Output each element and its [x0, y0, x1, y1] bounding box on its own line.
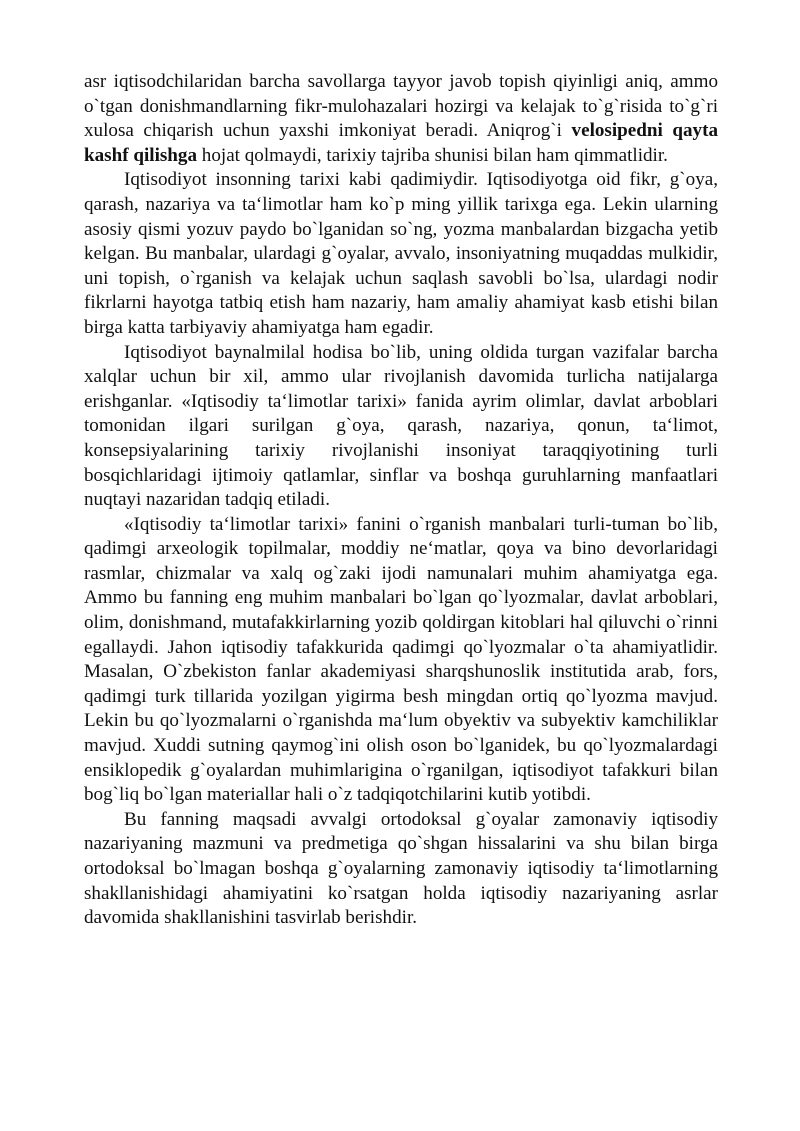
paragraph-5: Bu fanning maqsadi avvalgi ortodoksal g`oyalar zamonaviy iqtisodiy nazariyaning mazmuni va predmetiga qo`shgan hissalarini va shu bilan birga ortodoksal bo`lmagan boshqa g`oyalarning zamonaviy iqtisodiy ta‘limotlarning shakllanishidagi ahamiyatini ko`rsatgan holda iqtisodiy nazariyaning asrlar davomida shakllanishini tasvirlab berishdir. — [84, 808, 718, 929]
bold-phrase: velosipedni qayta kashf qilishga — [84, 120, 718, 166]
paragraph-2: Iqtisodiyot insonning tarixi kabi qadimiydir. Iqtisodiyotga oid fikr, g`oya, qarash, nazariya va ta‘limotlar ham ko`p ming yillik tarixga ega. Lekin ularning asosiy qismi yozuv paydo bo`lganidan so`ng, yozma manbalardan bizgacha yetib kelgan. Bu manbalar, ulardagi g`oyalar, avvalo, insoniyatning muqaddas mulkidir, uni topish, o`rganish va kelajak uchun saqlash savobli bo`lsa, ulardagi nodir fikrlarni hayotga tatbiq etish ham nazariy, ham amaliy ahamiyat kasb etishi bilan birga katta tarbiyaviy ahamiyatga ham egadir. — [84, 169, 718, 338]
paragraph-1-text-before: asr iqtisodchilaridan barcha savollarga tayyor javob topish qiyinligi aniq, ammo o`tgan donishmandlarning fikr-mulohazalari hozirgi va kelajak to`g`risida to`g`ri xulosa chiqarish uchun yaxshi imkoniyat beradi. Aniqrog`i — [84, 71, 718, 142]
paragraph-1 — [84, 70, 718, 168]
paragraph-3: Iqtisodiyot baynalmilal hodisa bo`lib, uning oldida turgan vazifalar barcha xalqlar uchun bir xil, ammo ular rivojlanish davomida turlicha natijalarga erishganlar. «Iqtisodiy ta‘limotlar tarixi» fanida ayrim olimlar, davlat arboblari tomonidan ilgari surilgan g`oya, qarash, nazariya, qonun, ta‘limot, konsepsiyalarining tarixiy rivojlanishi insoniyat taraqqiyotining turli bosqichlaridagi ijtimoiy qatlamlar, sinflar va boshqa guruhlarning manfaatlari nuqtayi nazaridan tadqiq etiladi. — [84, 341, 718, 511]
paragraph-1-text-after: hojat qolmaydi, tarixiy tajriba shunisi bilan ham qimmatlidir. — [197, 144, 668, 166]
document-page — [84, 70, 718, 931]
paragraph-4: «Iqtisodiy ta‘limotlar tarixi» fanini o`rganish manbalari turli-tuman bo`lib, qadimgi arxeologik topilmalar, moddiy ne‘matlar, qoya va bino devorlaridagi rasmlar, chizmalar va xalq og`zaki ijodi namunalari muhim ahamiyatga ega. Ammo bu fanning eng muhim manbalari bo`lgan qo`lyozmalar, davlat arboblari, olim, donishmand, mutafakkirlarning yozib qoldirgan kitoblari hal qiluvchi o`rinni egallaydi. Jahon iqtisodiy tafakkurida qadimgi qo`lyozmalar o`ta ahamiyatlidir. Masalan, O`zbekiston fanlar akademiyasi sharqshunoslik institutida arab, fors, qadimgi turk tillarida yozilgan yigirma besh mingdan ortiq qo`lyozma mavjud. Lekin bu qo`lyozmalarni o`rganishda ma‘lum obyektiv va subyektiv kamchiliklar mavjud. Xuddi sutning qaymog`ini olish oson bo`lganidek, bu qo`lyozmalardagi ensiklopedik g`oyalardan muhimlarigina o`rganilgan, iqtisodiyot tafakkuri bilan bog`liq bo`lgan materiallar hali o`z tadqiqotchilarini kutib yotibdi. — [84, 513, 718, 806]
